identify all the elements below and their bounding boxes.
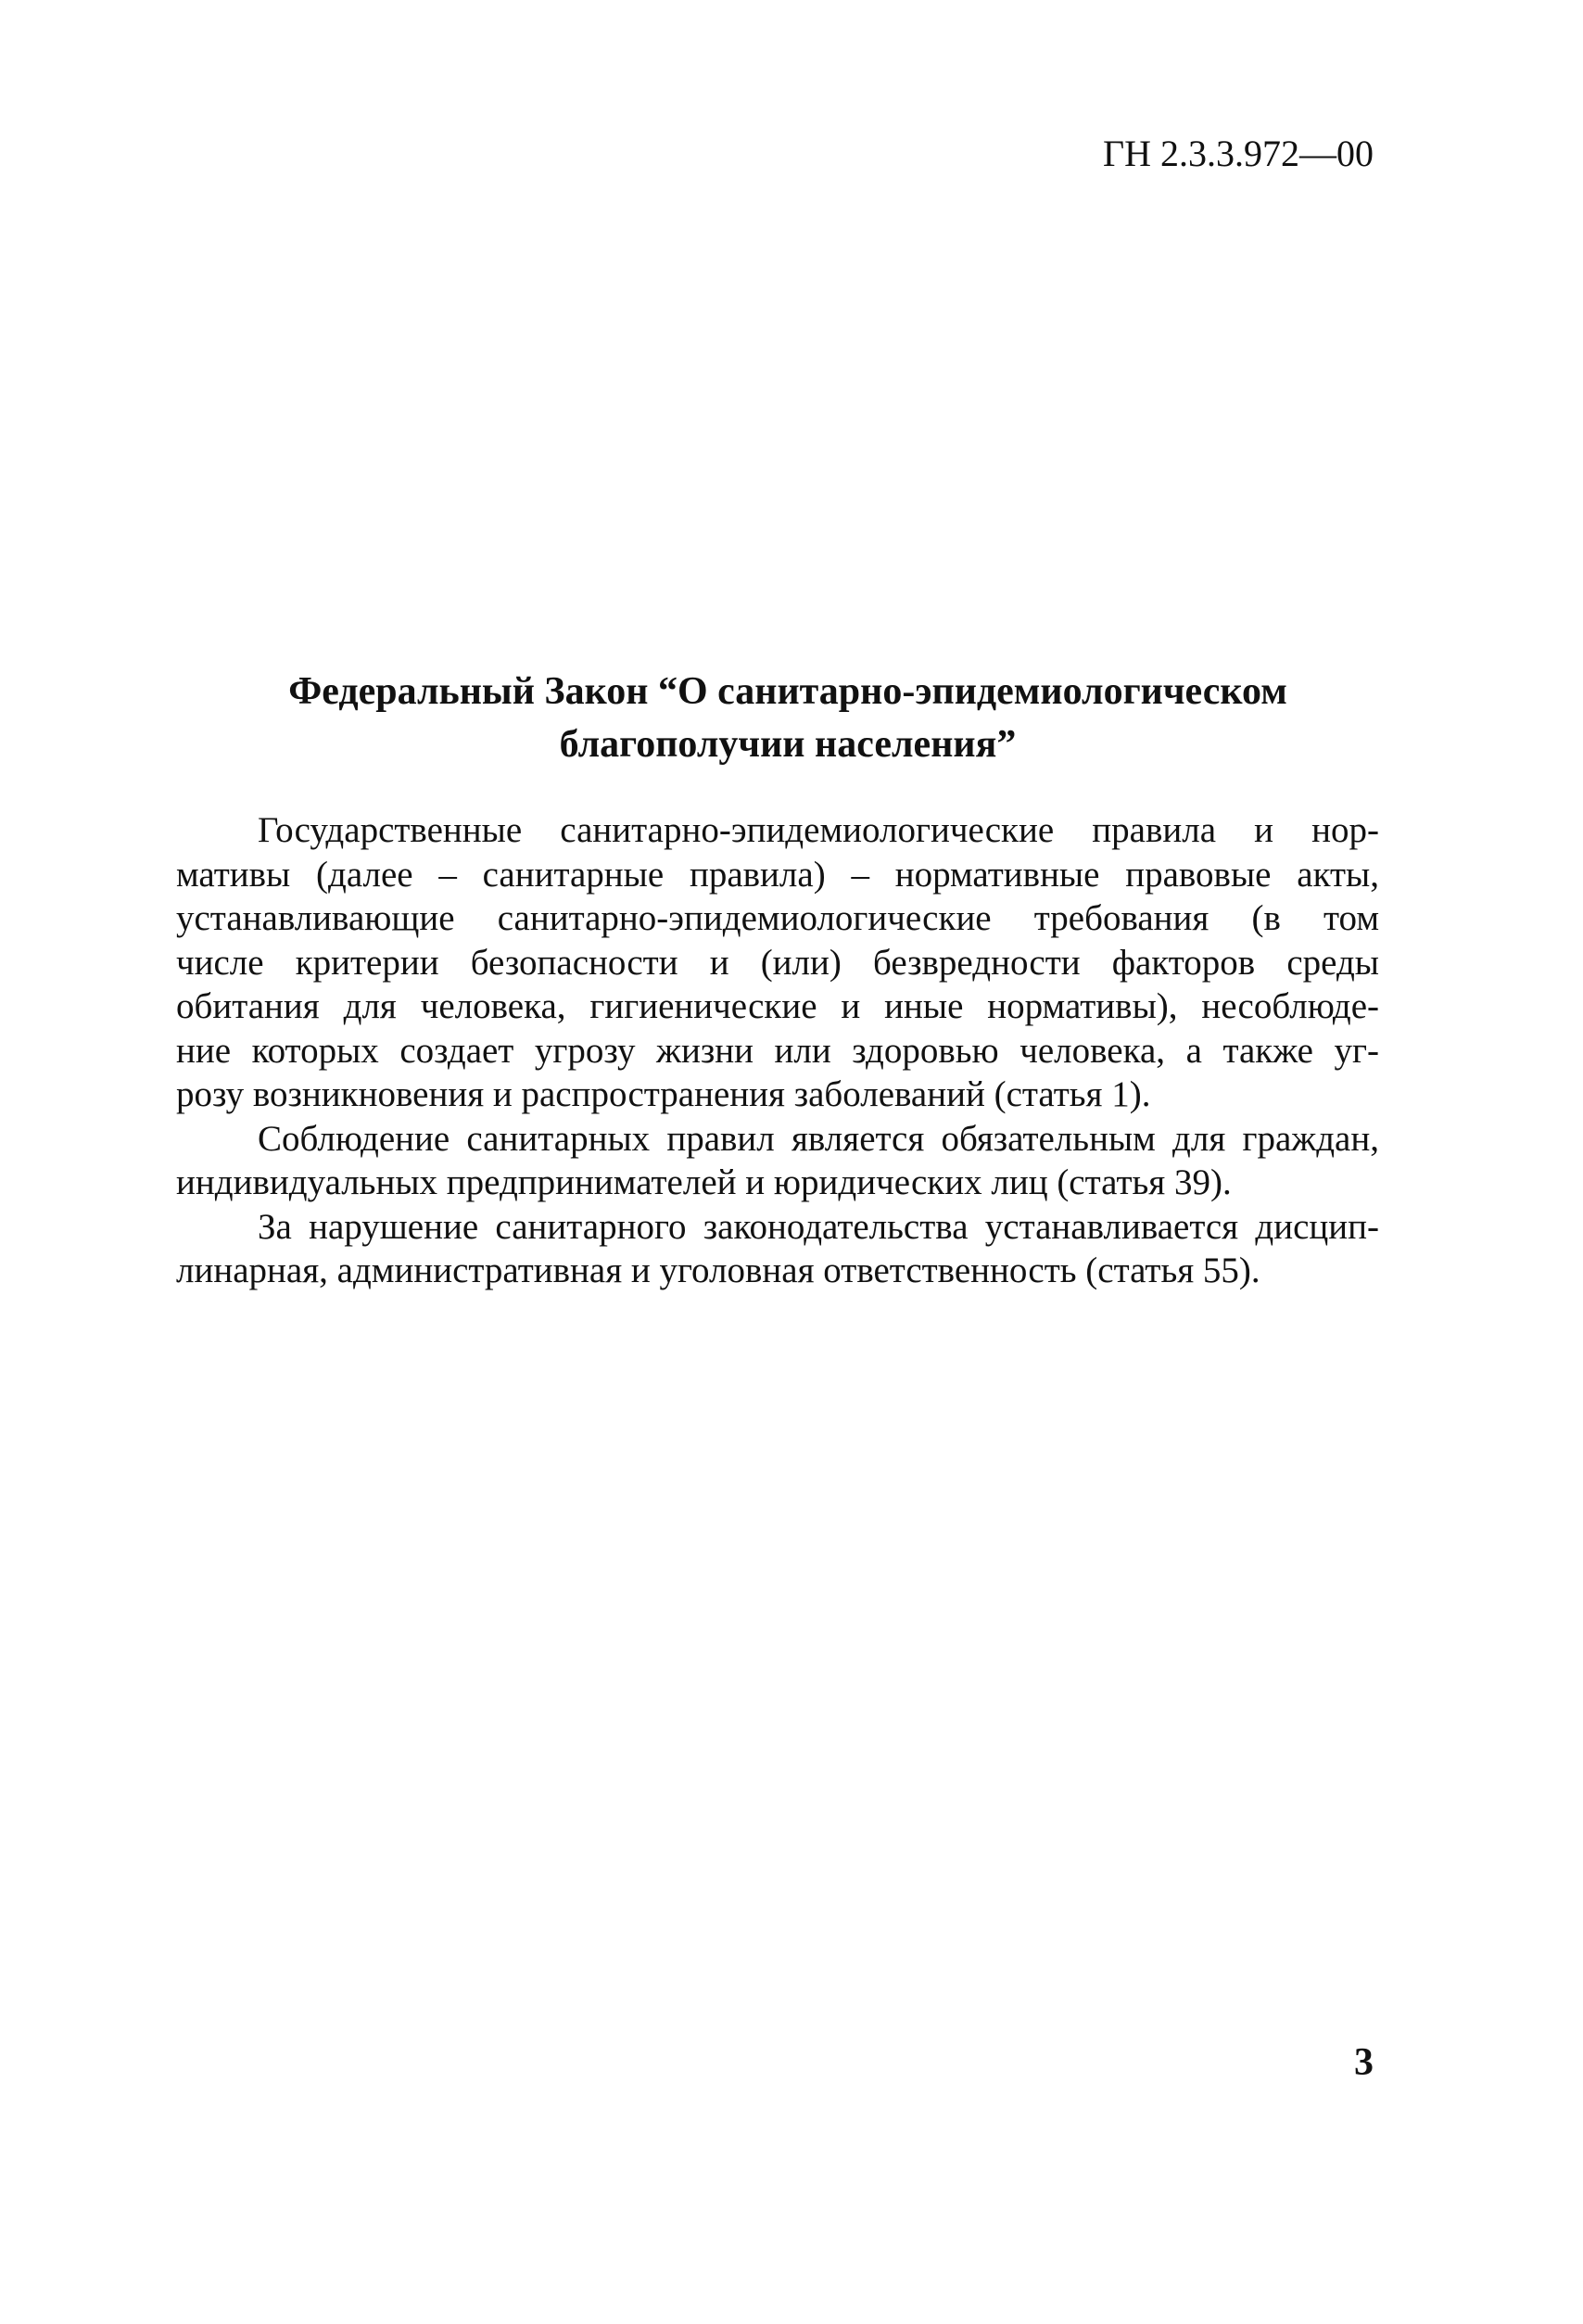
title-line-1: Федеральный Закон “О санитарно-эпидемиологическом	[288, 670, 1287, 713]
title-line-2: благополучии населения”	[559, 723, 1017, 766]
paragraph-2	[176, 1117, 1379, 1205]
paragraph-line: розу возникновения и распространения заболеваний (статья 1).	[176, 1074, 1151, 1114]
page-number: 3	[1354, 2041, 1374, 2084]
body-text	[176, 808, 1379, 1293]
paragraph-line: индивидуальных предпринимателей и юридических лиц (статья 39).	[176, 1162, 1232, 1202]
paragraph-line: Соблюдение санитарных правил является обязательным для граждан,	[258, 1118, 1379, 1159]
document-title	[167, 666, 1409, 771]
paragraph-line: обитания для человека, гигиенические и иные нормативы), несоблюде-	[176, 986, 1379, 1026]
paragraph-1	[176, 808, 1379, 1117]
paragraph-line: числе критерии безопасности и (или) безвредности факторов среды	[176, 942, 1379, 983]
paragraph-line: Государственные санитарно-эпидемиологические правила и нор-	[258, 810, 1379, 850]
paragraph-line: линарная, административная и уголовная ответственность (статья 55).	[176, 1251, 1260, 1290]
paragraph-3	[176, 1205, 1379, 1293]
paragraph-line: устанавливающие санитарно-эпидемиологические требования (в том	[176, 898, 1379, 938]
paragraph-line: За нарушение санитарного законодательства устанавливается дисцип-	[258, 1206, 1379, 1247]
paragraph-line: мативы (далее – санитарные правила) – нормативные правовые акты,	[176, 854, 1379, 895]
paragraph-line: ние которых создает угрозу жизни или здоровью человека, а также уг-	[176, 1030, 1379, 1071]
document-code: ГН 2.3.3.972—00	[1102, 133, 1374, 174]
